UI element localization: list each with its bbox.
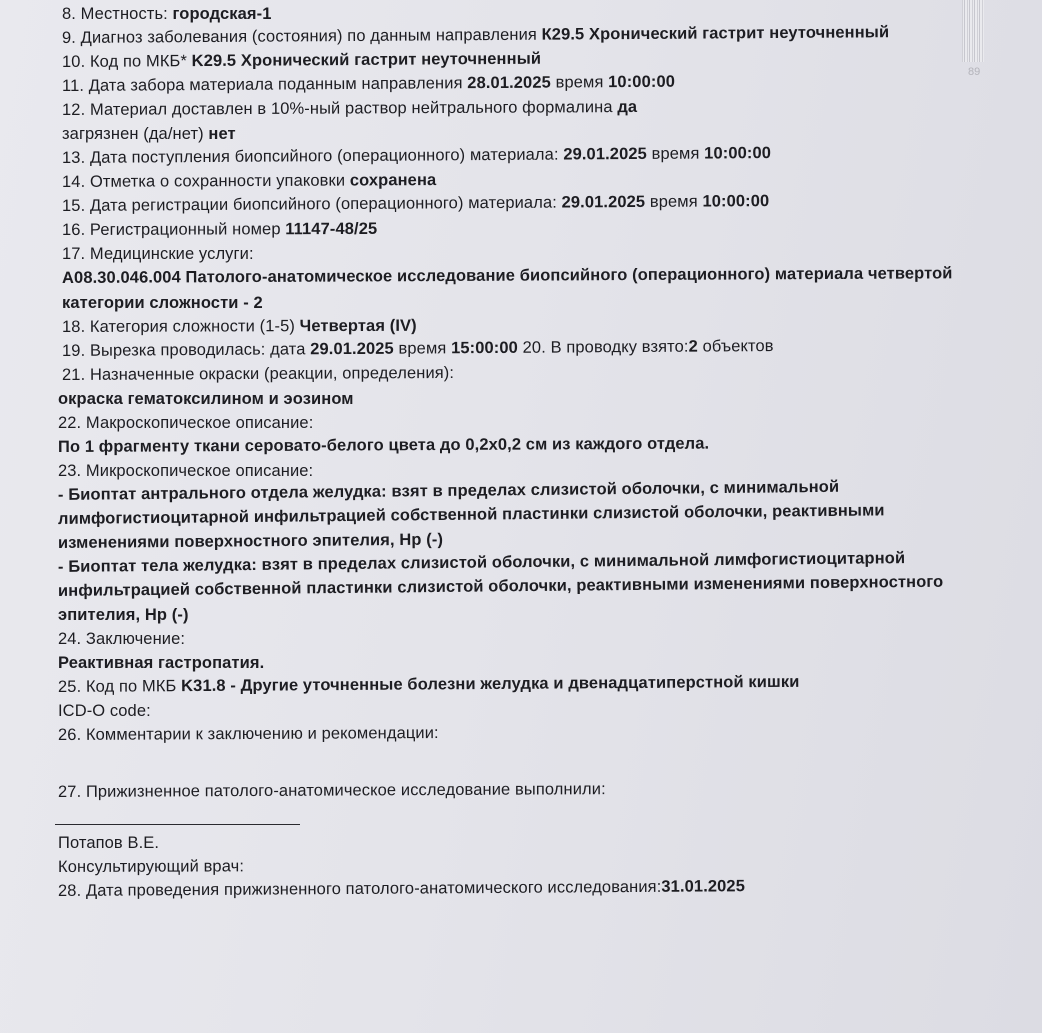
report-line-l17b [62, 294, 263, 313]
report-line-l26 [58, 724, 439, 745]
field-label: время [393, 339, 452, 358]
report-line-l17a [62, 264, 953, 288]
field-value: K31.8 - Другие уточненные болезни желудка и двенадцатиперстной кишки [181, 672, 800, 696]
report-line-l18 [62, 317, 417, 337]
field-label: время [646, 144, 705, 163]
report-line-l27b [58, 857, 244, 877]
field-label: время [645, 192, 703, 211]
report-line-l14 [62, 171, 436, 192]
report-line-l25 [58, 673, 800, 697]
field-value: - Биоптат тела желудка: взят в пределах слизистой оболочки, с минимальной лимфогистиоцитарной [57, 549, 906, 576]
field-value: категории сложности - 2 [62, 294, 263, 312]
report-line-l12 [62, 98, 637, 120]
report-line-l28 [58, 877, 745, 901]
field-label: 14. Отметка о сохранности упаковки [61, 171, 350, 191]
barcode-strip [962, 0, 984, 62]
field-label: 12. Материал доставлен в 10%-ный раствор нейтрального формалина [61, 98, 618, 119]
field-label: 11. Дата забора материала поданным направления [61, 74, 468, 95]
field-label: 8. Местность: [62, 5, 173, 23]
field-label: 9. Диагноз заболевания (состояния) по данным направления [61, 25, 542, 47]
report-line-l19 [62, 337, 774, 361]
signature-line [55, 824, 300, 825]
field-value: сохранена [349, 171, 437, 190]
field-value: окраска гематоксилином и эозином [58, 390, 354, 408]
report-line-l24a [58, 654, 264, 673]
report-line-l11 [62, 73, 675, 96]
report-line-l15 [62, 192, 769, 216]
field-label: Консультирующий врач: [57, 857, 245, 876]
field-value: нет [208, 125, 236, 143]
report-line-l8 [62, 5, 271, 24]
field-value: По 1 фрагменту ткани серовато-белого цвета до 0,2x0,2 см из каждого отдела. [57, 434, 710, 456]
field-label: 16. Регистрационный номер [61, 220, 286, 239]
report-line-l22a [58, 435, 709, 457]
report-line-l23c [58, 531, 443, 553]
report-line-l21a [58, 390, 354, 409]
report-line-l9 [62, 23, 889, 48]
field-value: 10:00:00 [608, 72, 676, 92]
field-label: 17. Медицинские услуги: [62, 245, 254, 263]
field-value: лимфогистиоцитарной инфильтрацией собственной пластинки слизистой оболочки, реактивными [57, 501, 885, 528]
field-value: 2 [688, 337, 698, 356]
field-label: 10. Код по МКБ* [61, 52, 192, 71]
field-label: 24. Заключение: [58, 630, 186, 648]
field-value: 15:00:00 [451, 338, 518, 358]
field-label: 28. Дата проведения прижизненного патолого-анатомического исследования: [57, 877, 662, 900]
report-line-l23b [58, 501, 885, 529]
field-value: 31.01.2025 [661, 877, 746, 896]
field-label: 25. Код по МКБ [57, 677, 182, 696]
field-label: 27. Прижизненное патолого-анатомическое исследование выполнили: [57, 780, 606, 801]
field-label: 20. В проводку взято: [517, 337, 689, 357]
field-value: 29.01.2025 [561, 192, 646, 212]
field-value: эпителия, Hp (-) [58, 606, 189, 624]
field-value: да [617, 97, 638, 117]
field-label: 19. Вырезка проводилась: дата [61, 340, 311, 360]
report-line-l23f [58, 606, 189, 625]
field-label: 26. Комментарии к заключению и рекомендации: [57, 724, 439, 744]
report-line-l23d [58, 549, 905, 577]
report-line-l10 [62, 50, 541, 72]
field-value: 28.01.2025 [467, 73, 551, 93]
field-value: городская-1 [172, 5, 272, 23]
field-label: 18. Категория сложности (1-5) [61, 317, 300, 336]
report-line-l24 [58, 630, 185, 649]
field-value: 29.01.2025 [310, 339, 394, 359]
field-label: 23. Микроскопическое описание: [58, 462, 314, 480]
field-value: 10:00:00 [702, 192, 770, 211]
report-line-l23 [58, 462, 313, 481]
field-value: - Биоптат антрального отдела желудка: взят в пределах слизистой оболочки, с минимальной [57, 477, 840, 504]
report-line-l16 [62, 220, 377, 240]
field-label: загрязнен (да/нет) [62, 125, 209, 143]
report-line-l23a [58, 478, 839, 505]
field-value: 11147-48/25 [285, 219, 378, 239]
field-label: 15. Дата регистрации биопсийного (операционного) материала: [61, 193, 562, 215]
field-value: К29.5 Хронический гастрит неуточненный [541, 23, 890, 44]
field-value: Четвертая (IV) [299, 316, 417, 336]
report-line-l27 [58, 780, 606, 802]
report-line-l13 [62, 144, 771, 168]
field-label: Потапов В.Е. [58, 834, 160, 852]
report-line-l22 [58, 414, 313, 433]
field-value: Реактивная гастропатия. [58, 654, 265, 672]
field-value: изменениями поверхностного эпителия, Hp (-) [57, 530, 444, 552]
report-line-l12b [62, 125, 236, 144]
report-line-l25b [58, 702, 151, 721]
field-value: 10:00:00 [704, 144, 772, 163]
field-label: 21. Назначенные окраски (реакции, определения): [61, 363, 455, 384]
report-line-l21 [62, 364, 454, 385]
field-label: 13. Дата поступления биопсийного (операционного) материала: [61, 145, 564, 167]
report-line-l27a [58, 834, 159, 853]
report-line-l23e [58, 573, 943, 601]
field-label: время [550, 73, 609, 92]
page-number: 89 [968, 66, 981, 78]
field-value: K29.5 Хронический гастрит неуточненный [191, 49, 542, 71]
field-label: 22. Макроскопическое описание: [58, 414, 314, 432]
field-value: 29.01.2025 [563, 144, 647, 164]
field-value: инфильтрацией собственной пластинки слизистой оболочки, реактивными изменениями поверхностного [57, 572, 944, 600]
report-line-l17 [62, 245, 254, 264]
field-label: объектов [697, 337, 774, 356]
field-value: A08.30.046.004 Патолого-анатомическое исследование биопсийного (операционного) материала четвертой [61, 264, 953, 287]
field-label: ICD-O code: [58, 702, 151, 720]
